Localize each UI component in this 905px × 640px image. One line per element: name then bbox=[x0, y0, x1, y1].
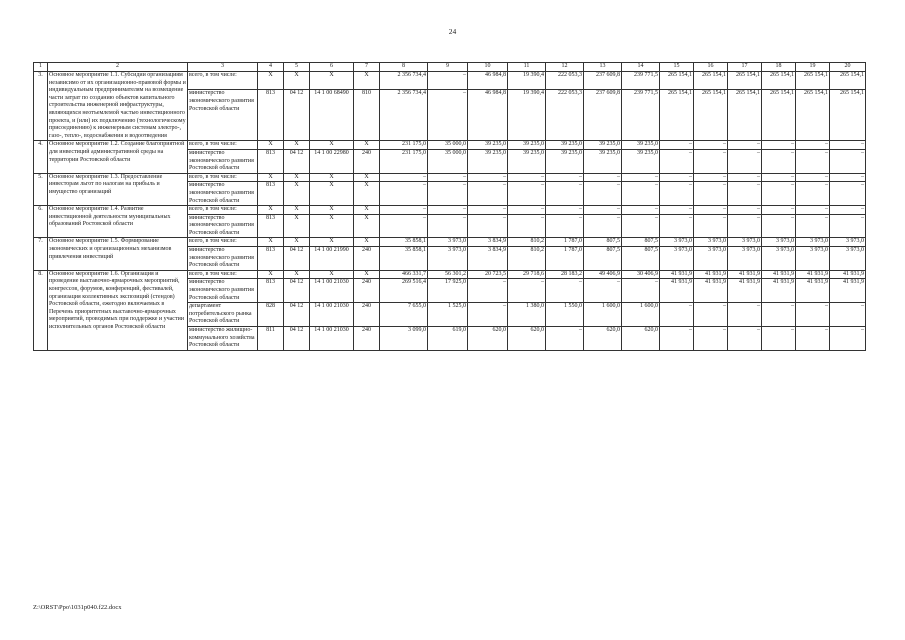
value-cell: 269 516,4 bbox=[380, 279, 428, 303]
value-cell: – bbox=[380, 206, 428, 215]
value-cell: – bbox=[468, 279, 508, 303]
value-cell: X bbox=[284, 206, 310, 215]
value-cell: 41 931,9 bbox=[694, 279, 728, 303]
executor-cell: министерство экономического развития Ростовской области bbox=[188, 214, 258, 238]
value-cell: 41 931,9 bbox=[830, 279, 866, 303]
value-cell: 30 406,9 bbox=[622, 270, 660, 279]
value-cell: – bbox=[762, 173, 796, 182]
executor-cell: всего, в том числе: bbox=[188, 72, 258, 90]
value-cell: – bbox=[762, 214, 796, 238]
column-number-header: 6 bbox=[310, 63, 354, 72]
value-cell: – bbox=[468, 214, 508, 238]
value-cell: – bbox=[830, 303, 866, 327]
value-cell: – bbox=[428, 90, 468, 141]
value-cell: 14 1 00 21990 bbox=[310, 247, 354, 271]
value-cell: 811 bbox=[258, 327, 284, 351]
table-row bbox=[34, 173, 866, 182]
value-cell: 2 356 734,4 bbox=[380, 90, 428, 141]
column-number-header: 1 bbox=[34, 63, 48, 72]
value-cell: – bbox=[796, 173, 830, 182]
value-cell: 810,2 bbox=[508, 238, 546, 247]
value-cell: – bbox=[468, 182, 508, 206]
value-cell: – bbox=[762, 206, 796, 215]
value-cell: – bbox=[762, 303, 796, 327]
value-cell: 39 235,0 bbox=[546, 149, 584, 173]
value-cell: – bbox=[428, 206, 468, 215]
row-number-cell: 3. bbox=[34, 72, 48, 141]
value-cell: – bbox=[380, 182, 428, 206]
executor-cell: всего, в том числе: bbox=[188, 141, 258, 150]
value-cell: X bbox=[310, 182, 354, 206]
value-cell: X bbox=[310, 72, 354, 90]
value-cell: 240 bbox=[354, 279, 380, 303]
value-cell: X bbox=[258, 173, 284, 182]
value-cell: 813 bbox=[258, 247, 284, 271]
value-cell: – bbox=[622, 279, 660, 303]
value-cell: 39 235,0 bbox=[584, 141, 622, 150]
value-cell: 41 931,9 bbox=[694, 270, 728, 279]
value-cell: X bbox=[310, 141, 354, 150]
value-cell: – bbox=[762, 182, 796, 206]
value-cell: 39 235,0 bbox=[468, 149, 508, 173]
column-number-header: 12 bbox=[546, 63, 584, 72]
value-cell: – bbox=[796, 149, 830, 173]
value-cell: – bbox=[830, 149, 866, 173]
value-cell: X bbox=[310, 173, 354, 182]
row-number-cell: 8. bbox=[34, 270, 48, 350]
value-cell: 2 356 734,4 bbox=[380, 72, 428, 90]
value-cell: – bbox=[660, 149, 694, 173]
value-cell: 265 154,1 bbox=[762, 90, 796, 141]
value-cell: – bbox=[468, 303, 508, 327]
value-cell: – bbox=[830, 214, 866, 238]
value-cell: X bbox=[354, 214, 380, 238]
value-cell: 265 154,1 bbox=[830, 72, 866, 90]
value-cell: 265 154,1 bbox=[728, 72, 762, 90]
value-cell: – bbox=[830, 182, 866, 206]
row-number-cell: 7. bbox=[34, 238, 48, 270]
value-cell: 237 609,8 bbox=[584, 90, 622, 141]
value-cell: – bbox=[830, 327, 866, 351]
value-cell: 04 12 bbox=[284, 279, 310, 303]
value-cell: – bbox=[546, 206, 584, 215]
value-cell: 3 973,0 bbox=[728, 247, 762, 271]
column-number-header: 5 bbox=[284, 63, 310, 72]
budget-table bbox=[33, 62, 866, 351]
value-cell: 41 931,9 bbox=[728, 270, 762, 279]
value-cell: 04 12 bbox=[284, 247, 310, 271]
value-cell: 3 973,0 bbox=[660, 247, 694, 271]
row-number-cell: 4. bbox=[34, 141, 48, 173]
column-number-header: 14 bbox=[622, 63, 660, 72]
executor-cell: всего, в том числе: bbox=[188, 206, 258, 215]
value-cell: 1 380,0 bbox=[508, 303, 546, 327]
executor-cell: министерство экономического развития Ростовской области bbox=[188, 149, 258, 173]
value-cell: 20 723,5 bbox=[468, 270, 508, 279]
value-cell: – bbox=[694, 327, 728, 351]
value-cell: – bbox=[622, 173, 660, 182]
value-cell: 35 858,1 bbox=[380, 238, 428, 247]
value-cell: 3 973,0 bbox=[762, 247, 796, 271]
value-cell: 813 bbox=[258, 214, 284, 238]
value-cell: X bbox=[258, 206, 284, 215]
value-cell: – bbox=[728, 214, 762, 238]
value-cell: – bbox=[584, 279, 622, 303]
value-cell: – bbox=[428, 72, 468, 90]
activity-name-cell: Основное мероприятие 1.1. Субсидии организациям независимо от их организационно-правовой формы и индивидуальным предпринимателям на возмещение части затрат по созданию объектов капитального строительства инженерной инфраструктуры, являющихся неотъемлемой частью инвестиционного проекта, и (или) их подключению (технологическому присоединению) к инженерным системам электро-, газо-, тепло-, водоснабжения и водоотведения bbox=[48, 72, 188, 141]
table-row bbox=[34, 72, 866, 90]
executor-cell: всего, в том числе: bbox=[188, 270, 258, 279]
activity-name-cell: Основное мероприятие 1.6. Организация и проведение выставочно-ярмарочных мероприятий, конгрессов, форумов, конференций, фестивалей, организация коллективных экспозиций (стендов) Ростовской области, ежегодно включаемых в Перечень приоритетных выставочно-ярмарочных мероприятий, проводимых при поддержке и участии исполнительных органов Ростовской области bbox=[48, 270, 188, 350]
value-cell: 39 235,0 bbox=[508, 141, 546, 150]
value-cell: 41 931,9 bbox=[660, 270, 694, 279]
value-cell: X bbox=[354, 173, 380, 182]
value-cell: 3 099,0 bbox=[380, 327, 428, 351]
value-cell: – bbox=[728, 182, 762, 206]
value-cell: 813 bbox=[258, 149, 284, 173]
value-cell: X bbox=[284, 214, 310, 238]
value-cell: X bbox=[354, 72, 380, 90]
value-cell: X bbox=[284, 238, 310, 247]
value-cell: X bbox=[310, 214, 354, 238]
value-cell: – bbox=[728, 303, 762, 327]
value-cell: – bbox=[830, 206, 866, 215]
value-cell: – bbox=[830, 141, 866, 150]
value-cell: 46 984,8 bbox=[468, 90, 508, 141]
value-cell: 41 931,9 bbox=[796, 270, 830, 279]
value-cell: – bbox=[762, 327, 796, 351]
value-cell: 240 bbox=[354, 303, 380, 327]
value-cell: 17 925,0 bbox=[428, 279, 468, 303]
row-number-cell: 5. bbox=[34, 173, 48, 205]
value-cell: – bbox=[694, 214, 728, 238]
value-cell: X bbox=[258, 72, 284, 90]
column-number-header: 2 bbox=[48, 63, 188, 72]
value-cell: – bbox=[796, 141, 830, 150]
value-cell: 1 525,0 bbox=[428, 303, 468, 327]
value-cell: – bbox=[796, 327, 830, 351]
table-row bbox=[34, 141, 866, 150]
column-number-header: 20 bbox=[830, 63, 866, 72]
value-cell: – bbox=[622, 214, 660, 238]
value-cell: – bbox=[508, 182, 546, 206]
value-cell: 231 175,0 bbox=[380, 141, 428, 150]
value-cell: 813 bbox=[258, 279, 284, 303]
value-cell: – bbox=[660, 206, 694, 215]
value-cell: 39 235,0 bbox=[468, 141, 508, 150]
value-cell: X bbox=[284, 72, 310, 90]
value-cell: 39 235,0 bbox=[622, 149, 660, 173]
value-cell: 3 973,0 bbox=[796, 238, 830, 247]
page-number: 24 bbox=[448, 27, 457, 36]
value-cell: – bbox=[508, 206, 546, 215]
value-cell: – bbox=[660, 141, 694, 150]
column-number-header: 19 bbox=[796, 63, 830, 72]
activity-name-cell: Основное мероприятие 1.3. Предоставление инвесторам льгот по налогам на прибыль и имущество организаций bbox=[48, 173, 188, 205]
table-body bbox=[34, 72, 866, 351]
column-number-header: 17 bbox=[728, 63, 762, 72]
executor-cell: всего, в том числе: bbox=[188, 173, 258, 182]
value-cell: 240 bbox=[354, 327, 380, 351]
value-cell: 807,5 bbox=[622, 238, 660, 247]
value-cell: 39 235,0 bbox=[622, 141, 660, 150]
value-cell: 35 000,0 bbox=[428, 141, 468, 150]
value-cell: 1 787,0 bbox=[546, 247, 584, 271]
value-cell: 620,0 bbox=[622, 327, 660, 351]
value-cell: – bbox=[584, 214, 622, 238]
value-cell: 1 600,0 bbox=[622, 303, 660, 327]
value-cell: X bbox=[258, 141, 284, 150]
value-cell: 7 655,0 bbox=[380, 303, 428, 327]
column-number-header: 15 bbox=[660, 63, 694, 72]
value-cell: – bbox=[762, 149, 796, 173]
column-number-header: 10 bbox=[468, 63, 508, 72]
column-number-header: 8 bbox=[380, 63, 428, 72]
value-cell: 14 1 00 21030 bbox=[310, 279, 354, 303]
footer-file-path: Z:\ORST\Ppo\1031p040.f22.docx bbox=[33, 604, 122, 611]
value-cell: 3 973,0 bbox=[660, 238, 694, 247]
value-cell: X bbox=[310, 206, 354, 215]
executor-cell: министерство экономического развития Ростовской области bbox=[188, 279, 258, 303]
value-cell: 807,5 bbox=[584, 247, 622, 271]
row-number-cell: 6. bbox=[34, 206, 48, 238]
value-cell: X bbox=[310, 238, 354, 247]
value-cell: – bbox=[508, 173, 546, 182]
value-cell: 1 787,0 bbox=[546, 238, 584, 247]
value-cell: – bbox=[694, 173, 728, 182]
value-cell: 3 973,0 bbox=[796, 247, 830, 271]
value-cell: – bbox=[796, 206, 830, 215]
executor-cell: министерство экономического развития Ростовской области bbox=[188, 247, 258, 271]
value-cell: – bbox=[796, 303, 830, 327]
value-cell: – bbox=[694, 141, 728, 150]
value-cell: 620,0 bbox=[468, 327, 508, 351]
value-cell: 41 931,9 bbox=[762, 270, 796, 279]
executor-cell: министерство экономического развития Ростовской области bbox=[188, 182, 258, 206]
value-cell: 265 154,1 bbox=[694, 72, 728, 90]
value-cell: 41 931,9 bbox=[796, 279, 830, 303]
value-cell: 41 931,9 bbox=[830, 270, 866, 279]
column-number-header: 3 bbox=[188, 63, 258, 72]
value-cell: 49 406,9 bbox=[584, 270, 622, 279]
value-cell: 41 931,9 bbox=[762, 279, 796, 303]
value-cell: 04 12 bbox=[284, 90, 310, 141]
value-cell: 828 bbox=[258, 303, 284, 327]
value-cell: 3 973,0 bbox=[830, 247, 866, 271]
value-cell: 1 600,0 bbox=[584, 303, 622, 327]
value-cell: – bbox=[622, 206, 660, 215]
value-cell: – bbox=[584, 173, 622, 182]
value-cell: – bbox=[660, 327, 694, 351]
value-cell: X bbox=[284, 173, 310, 182]
value-cell: 35 000,0 bbox=[428, 149, 468, 173]
value-cell: – bbox=[728, 173, 762, 182]
column-number-header: 16 bbox=[694, 63, 728, 72]
activity-name-cell: Основное мероприятие 1.2. Создание благоприятной для инвестиций административной среды на территории Ростовской области bbox=[48, 141, 188, 173]
value-cell: – bbox=[428, 182, 468, 206]
value-cell: X bbox=[354, 182, 380, 206]
value-cell: – bbox=[762, 141, 796, 150]
value-cell: – bbox=[694, 206, 728, 215]
value-cell: – bbox=[584, 206, 622, 215]
column-number-row bbox=[34, 63, 866, 72]
value-cell: – bbox=[694, 149, 728, 173]
value-cell: X bbox=[258, 270, 284, 279]
value-cell: 19 390,4 bbox=[508, 72, 546, 90]
value-cell: 14 1 00 21030 bbox=[310, 303, 354, 327]
value-cell: 265 154,1 bbox=[830, 90, 866, 141]
value-cell: X bbox=[354, 141, 380, 150]
value-cell: 3 973,0 bbox=[694, 247, 728, 271]
value-cell: – bbox=[830, 173, 866, 182]
value-cell: 620,0 bbox=[508, 327, 546, 351]
value-cell: 265 154,1 bbox=[796, 72, 830, 90]
value-cell: – bbox=[428, 173, 468, 182]
value-cell: – bbox=[694, 303, 728, 327]
value-cell: 239 771,5 bbox=[622, 90, 660, 141]
activity-name-cell: Основное мероприятие 1.5. Формирование экономических и организационных механизмов привлечения инвестиций bbox=[48, 238, 188, 270]
value-cell: 14 1 00 22980 bbox=[310, 149, 354, 173]
value-cell: – bbox=[508, 214, 546, 238]
value-cell: 239 771,5 bbox=[622, 72, 660, 90]
value-cell: 04 12 bbox=[284, 327, 310, 351]
value-cell: – bbox=[546, 327, 584, 351]
value-cell: 807,5 bbox=[584, 238, 622, 247]
value-cell: X bbox=[354, 206, 380, 215]
value-cell: X bbox=[258, 238, 284, 247]
column-number-header: 18 bbox=[762, 63, 796, 72]
value-cell: 810,2 bbox=[508, 247, 546, 271]
executor-cell: всего, в том числе: bbox=[188, 238, 258, 247]
value-cell: – bbox=[728, 149, 762, 173]
value-cell: – bbox=[694, 182, 728, 206]
value-cell: – bbox=[660, 214, 694, 238]
value-cell: 3 834,9 bbox=[468, 238, 508, 247]
value-cell: 3 973,0 bbox=[428, 238, 468, 247]
value-cell: 265 154,1 bbox=[694, 90, 728, 141]
value-cell: 3 973,0 bbox=[694, 238, 728, 247]
value-cell: 3 834,9 bbox=[468, 247, 508, 271]
column-number-header: 13 bbox=[584, 63, 622, 72]
value-cell: 39 235,0 bbox=[584, 149, 622, 173]
value-cell: 619,0 bbox=[428, 327, 468, 351]
column-number-header: 9 bbox=[428, 63, 468, 72]
value-cell: 813 bbox=[258, 182, 284, 206]
value-cell: 466 331,7 bbox=[380, 270, 428, 279]
value-cell: – bbox=[380, 173, 428, 182]
value-cell: 14 1 00 68490 bbox=[310, 90, 354, 141]
value-cell: – bbox=[546, 182, 584, 206]
executor-cell: министерство экономического развития Ростовской области bbox=[188, 90, 258, 141]
value-cell: X bbox=[354, 238, 380, 247]
value-cell: 39 235,0 bbox=[546, 141, 584, 150]
value-cell: – bbox=[728, 141, 762, 150]
value-cell: – bbox=[428, 214, 468, 238]
value-cell: – bbox=[546, 214, 584, 238]
value-cell: 39 235,0 bbox=[508, 149, 546, 173]
value-cell: 35 858,1 bbox=[380, 247, 428, 271]
table-row bbox=[34, 238, 866, 247]
value-cell: 240 bbox=[354, 149, 380, 173]
value-cell: 3 973,0 bbox=[728, 238, 762, 247]
value-cell: – bbox=[622, 182, 660, 206]
value-cell: 810 bbox=[354, 90, 380, 141]
value-cell: – bbox=[660, 303, 694, 327]
value-cell: 04 12 bbox=[284, 303, 310, 327]
table-row bbox=[34, 270, 866, 279]
value-cell: – bbox=[546, 173, 584, 182]
value-cell: 46 984,8 bbox=[468, 72, 508, 90]
value-cell: 240 bbox=[354, 247, 380, 271]
value-cell: 04 12 bbox=[284, 149, 310, 173]
value-cell: – bbox=[380, 214, 428, 238]
activity-name-cell: Основное мероприятие 1.4. Развитие инвестиционной деятельности муниципальных образований Ростовской области bbox=[48, 206, 188, 238]
value-cell: – bbox=[508, 279, 546, 303]
value-cell: 265 154,1 bbox=[762, 72, 796, 90]
value-cell: X bbox=[284, 182, 310, 206]
column-number-header: 7 bbox=[354, 63, 380, 72]
value-cell: 41 931,9 bbox=[660, 279, 694, 303]
value-cell: 265 154,1 bbox=[660, 90, 694, 141]
value-cell: 41 931,9 bbox=[728, 279, 762, 303]
value-cell: 265 154,1 bbox=[728, 90, 762, 141]
value-cell: 237 609,8 bbox=[584, 72, 622, 90]
value-cell: – bbox=[584, 182, 622, 206]
value-cell: 19 390,4 bbox=[508, 90, 546, 141]
value-cell: – bbox=[468, 173, 508, 182]
value-cell: 14 1 00 21030 bbox=[310, 327, 354, 351]
value-cell: – bbox=[796, 214, 830, 238]
value-cell: X bbox=[284, 141, 310, 150]
value-cell: 231 175,0 bbox=[380, 149, 428, 173]
value-cell: 28 183,2 bbox=[546, 270, 584, 279]
value-cell: 1 550,0 bbox=[546, 303, 584, 327]
value-cell: 3 973,0 bbox=[830, 238, 866, 247]
value-cell: 807,5 bbox=[622, 247, 660, 271]
value-cell: X bbox=[284, 270, 310, 279]
value-cell: 3 973,0 bbox=[428, 247, 468, 271]
value-cell: – bbox=[796, 182, 830, 206]
table-row bbox=[34, 206, 866, 215]
value-cell: – bbox=[660, 173, 694, 182]
value-cell: – bbox=[728, 206, 762, 215]
executor-cell: департамент потребительского рынка Ростовской области bbox=[188, 303, 258, 327]
executor-cell: министерство жилищно-коммунального хозяйства Ростовской области bbox=[188, 327, 258, 351]
value-cell: – bbox=[468, 206, 508, 215]
column-number-header: 4 bbox=[258, 63, 284, 72]
value-cell: 29 718,6 bbox=[508, 270, 546, 279]
column-number-header: 11 bbox=[508, 63, 546, 72]
value-cell: – bbox=[546, 279, 584, 303]
value-cell: 265 154,1 bbox=[660, 72, 694, 90]
value-cell: X bbox=[354, 270, 380, 279]
value-cell: 620,0 bbox=[584, 327, 622, 351]
value-cell: 222 053,3 bbox=[546, 72, 584, 90]
value-cell: – bbox=[728, 327, 762, 351]
value-cell: X bbox=[310, 270, 354, 279]
value-cell: 813 bbox=[258, 90, 284, 141]
value-cell: 222 053,3 bbox=[546, 90, 584, 141]
value-cell: 3 973,0 bbox=[762, 238, 796, 247]
value-cell: 265 154,1 bbox=[796, 90, 830, 141]
value-cell: 56 301,2 bbox=[428, 270, 468, 279]
value-cell: – bbox=[660, 182, 694, 206]
